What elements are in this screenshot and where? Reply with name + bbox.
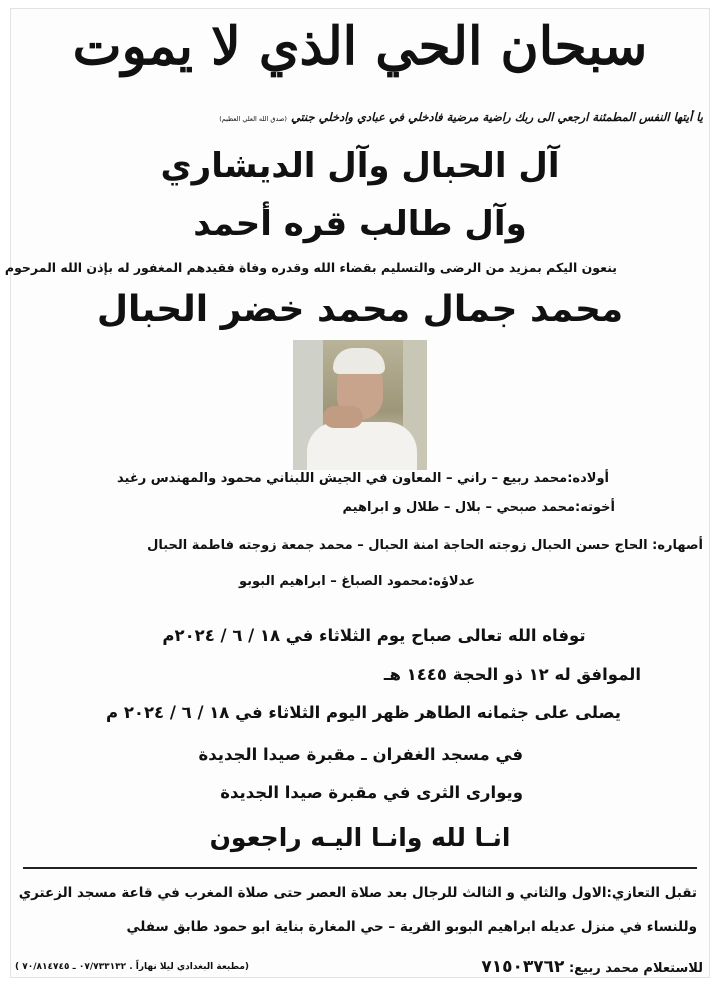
- funeral-prayer: يصلى على جثمانه الطاهر ظهر اليوم الثلاثاء في ١٨ / ٦ / ٢٠٢٤ م: [105, 703, 621, 722]
- brothers-in-law-list: عدلاؤه:محمود الصباغ – ابراهيم البوبو: [238, 574, 475, 589]
- closing-phrase: انـا لله وانـا اليـه راجعون: [209, 823, 511, 852]
- deceased-photo: [293, 340, 427, 470]
- death-date: توفاه الله تعالى صباح يوم الثلاثاء في ١٨ / ٦ / ٢٠٢٤م: [162, 626, 586, 645]
- hijri-date: الموافق له ١٢ ذو الحجة ١٤٤٥ هـ: [383, 665, 641, 684]
- deceased-name: محمد جمال محمد خضر الحبال: [96, 289, 624, 330]
- quran-verse: [17, 110, 703, 124]
- siblings-list: أخوته:محمد صبحي – بلال – طلال و ابراهيم: [342, 500, 615, 515]
- announcement-text: ينعون اليكم بمزيد من الرضى والتسليم بقضاء الله وقدره وفاة فقيدهم المغفور له بإذن الله المرحوم: [4, 260, 617, 275]
- family-names-line1: آل الحبال وآل الديشاري: [160, 146, 560, 186]
- burial-location: ويوارى الثرى في مقبرة صيدا الجديدة: [220, 783, 523, 802]
- family-names-line2: وآل طالب قره أحمد: [193, 204, 527, 244]
- divider-line: [23, 867, 697, 869]
- printer-credit: (مطبعة البغدادي ليلا نهاراً . ٠٧/٧٣٣١٣٢ ـ ٧٠/٨١٤٧٤٥ ): [15, 962, 250, 972]
- obituary-page: [4, 8, 710, 978]
- verse-text: يا أيتها النفس المطمئنة ارجعي الى ربك راضية مرضية فادخلي في عبادي وادخلي جنتي: [290, 110, 703, 124]
- mosque-location: في مسجد الغفران ـ مقبرة صيدا الجديدة: [198, 745, 523, 764]
- contact-info: [481, 957, 703, 977]
- children-list: أولاده:محمد ربيع – راني – المعاون في الجيش اللبناني محمود والمهندس رغيد: [117, 471, 609, 486]
- condolences-men: تقبل التعازي:الاول والثاني و الثالث للرجال بعد صلاة العصر حتى صلاة المغرب في قاعة مسجد الزعتري: [18, 885, 697, 901]
- contact-number: ٧١٥٠٣٧٦٢: [481, 957, 565, 977]
- verse-reference: (صدق الله العلي العظيم): [219, 115, 287, 123]
- calligraphy-header: سبحان الحي الذي لا يموت: [72, 16, 648, 77]
- contact-label: للاستعلام محمد ربيع:: [568, 961, 703, 976]
- in-laws-list: أصهاره: الحاج حسن الحبال زوجته الحاجة امنة الحبال – محمد جمعة زوجته فاطمة الحبال: [147, 538, 703, 553]
- condolences-women: وللنساء في منزل عديله ابراهيم البوبو القرية – حي المغارة بناية ابو حمود طابق سفلي: [126, 919, 697, 935]
